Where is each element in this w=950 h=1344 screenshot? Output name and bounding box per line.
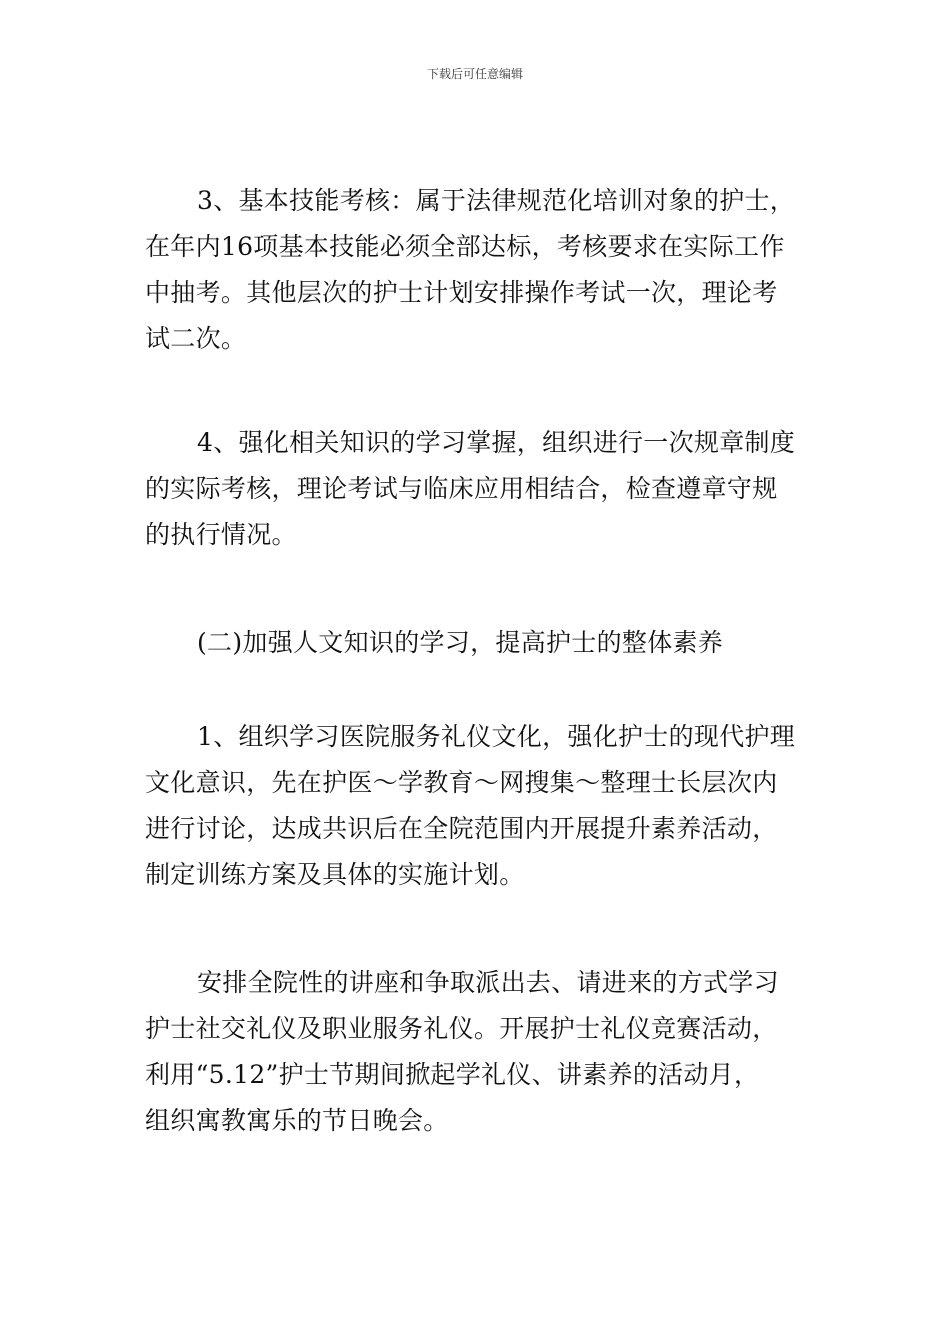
text-line: 试二次。 <box>145 324 247 353</box>
text-line: 护士社交礼仪及职业服务礼仪。开展护士礼仪竞赛活动， <box>145 1014 778 1043</box>
text-line: 1、组织学习医院服务礼仪文化，强化护士的现代护理 <box>197 722 796 751</box>
text-line: 3、基本技能考核：属于法律规范化培训对象的护士， <box>197 186 796 215</box>
text-line: 文化意识，先在护医～学教育～网搜集～整理士长层次内 <box>145 768 778 797</box>
paragraph-knowledge-study <box>145 420 807 558</box>
paragraph-spacer <box>145 898 807 960</box>
text-line: 进行讨论，达成共识后在全院范围内开展提升素养活动， <box>145 814 778 843</box>
text-line: 中抽考。其他层次的护士计划安排操作考试一次，理论考 <box>145 278 778 307</box>
text-line: (二)加强人文知识的学习，提高护士的整体素养 <box>197 628 724 657</box>
paragraph-spacer <box>145 558 807 620</box>
paragraph-etiquette-culture <box>145 714 807 898</box>
text-line: 安排全院性的讲座和争取派出去、请进来的方式学习 <box>197 968 779 997</box>
text-line: 组织寓教寓乐的节日晚会。 <box>145 1106 449 1135</box>
page-header: 下载后可任意编辑 <box>426 67 523 81</box>
text-line: 制定训练方案及具体的实施计划。 <box>145 860 525 889</box>
section-heading <box>145 620 807 666</box>
paragraph-skill-assessment <box>145 178 807 362</box>
text-line: 的实际考核，理论考试与临床应用相结合，检查遵章守规 <box>145 474 778 503</box>
paragraph-spacer <box>145 666 807 714</box>
document-body <box>145 178 807 1144</box>
text-line: 4、强化相关知识的学习掌握，组织进行一次规章制度 <box>197 428 796 457</box>
paragraph-lectures <box>145 960 807 1144</box>
text-line: 在年内16项基本技能必须全部达标，考核要求在实际工作 <box>145 232 785 261</box>
text-line: 利用“5.12”护士节期间掀起学礼仪、讲素养的活动月， <box>145 1060 760 1089</box>
text-line: 的执行情况。 <box>145 520 297 549</box>
paragraph-spacer <box>145 362 807 420</box>
